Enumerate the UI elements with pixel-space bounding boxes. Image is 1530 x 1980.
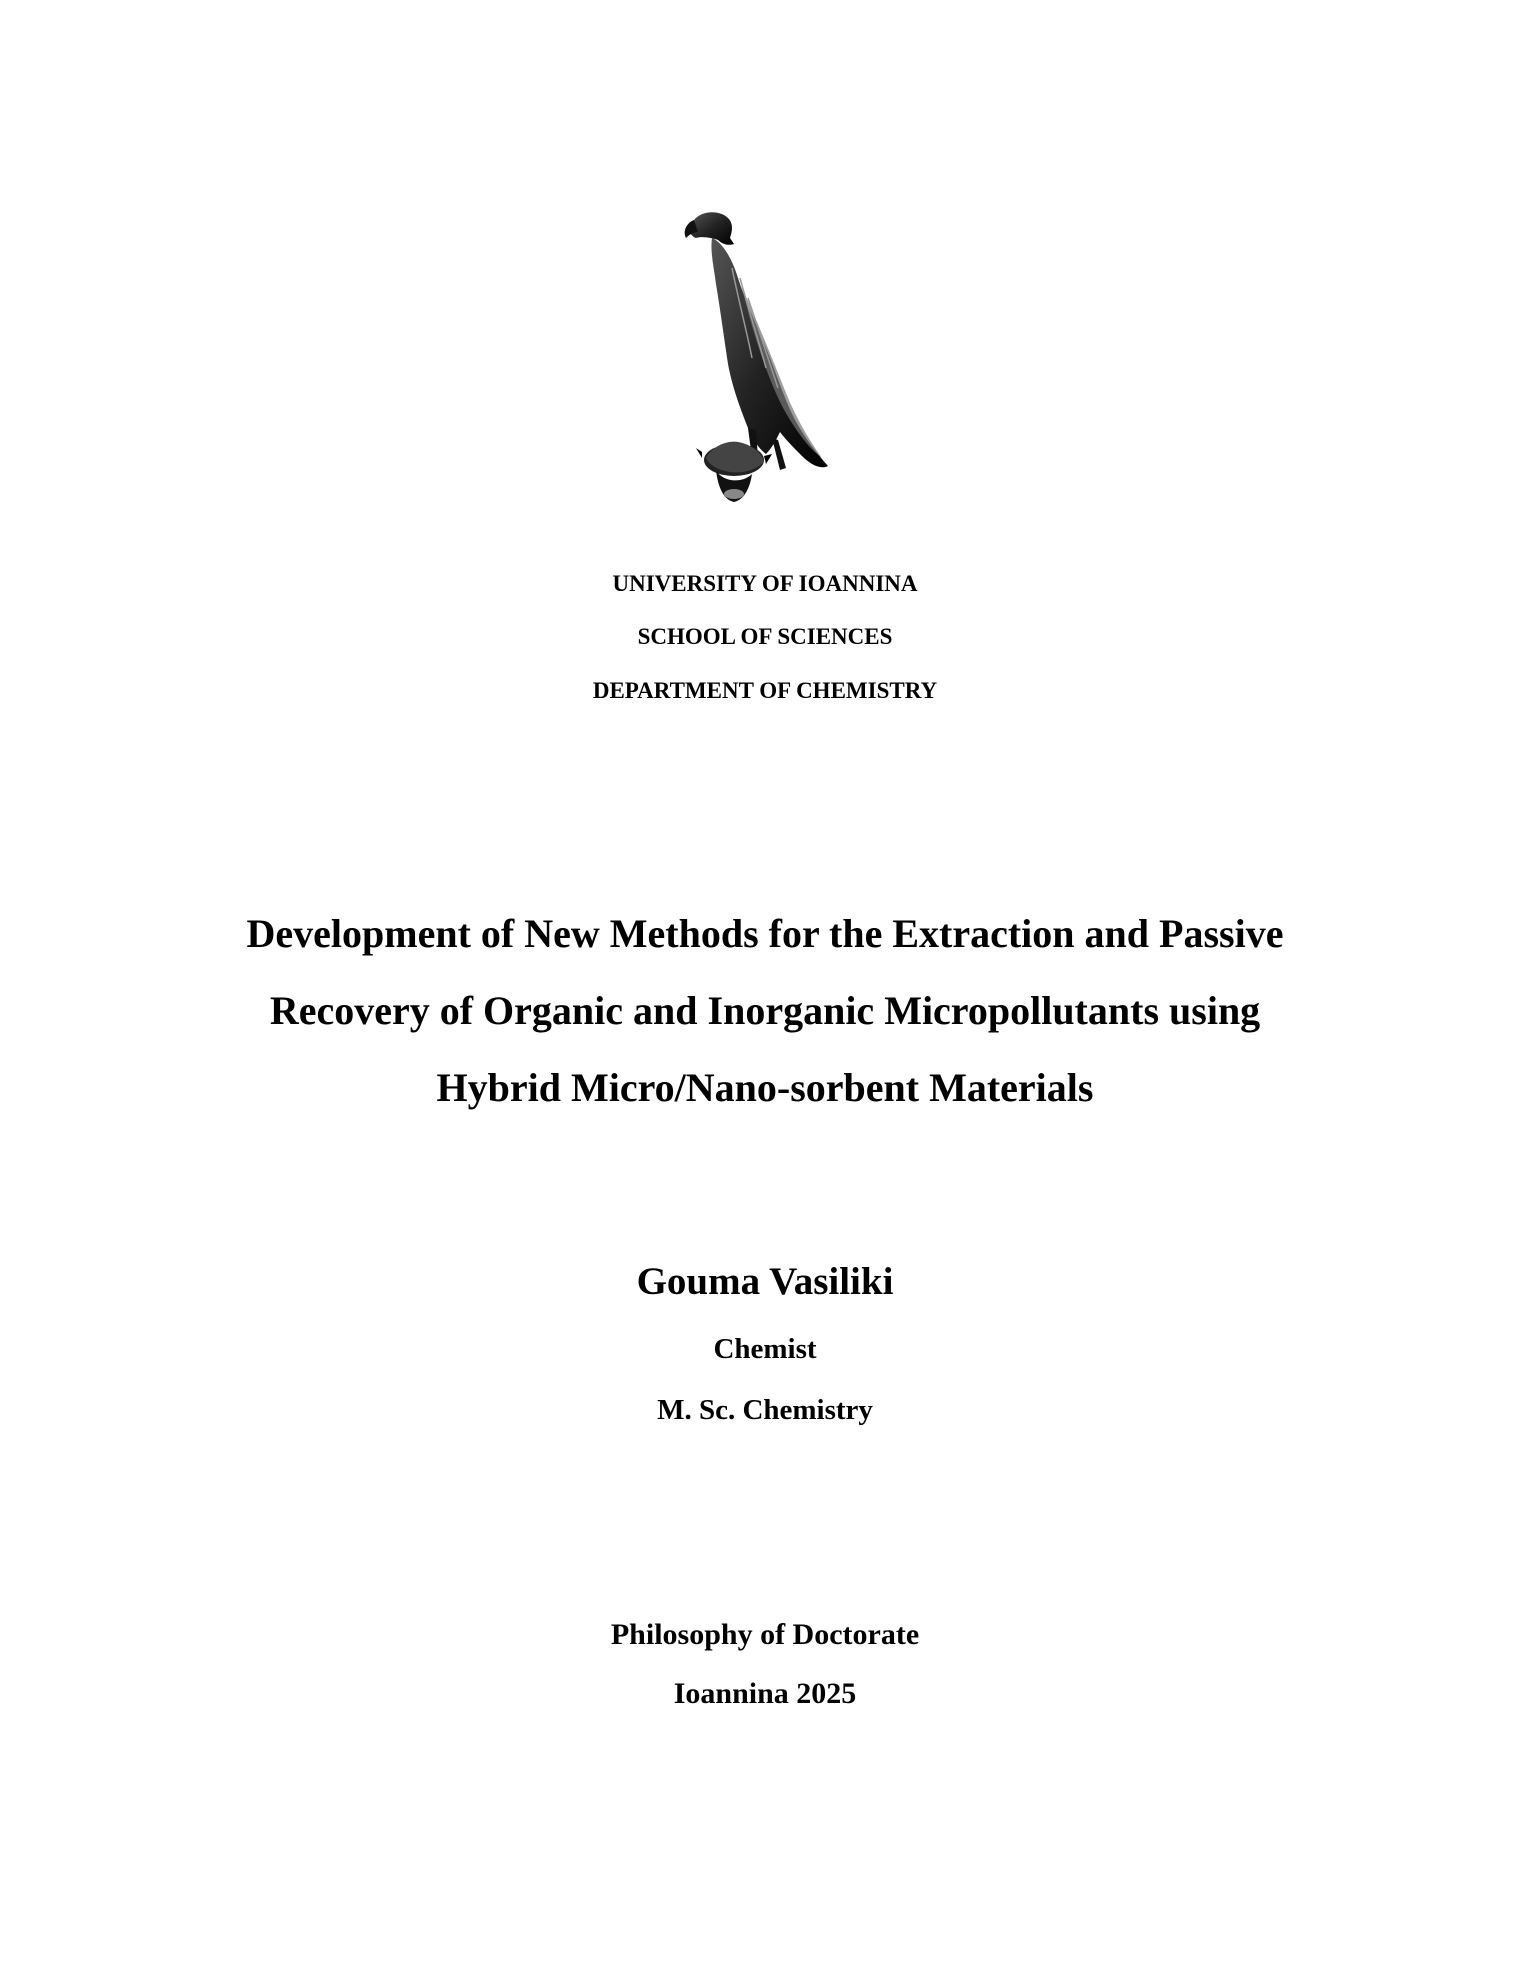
place-year: Ioannina 2025 <box>673 1677 857 1710</box>
department-name: DEPARTMENT OF CHEMISTRY <box>592 678 938 703</box>
degree-type: Philosophy of Doctorate <box>610 1618 920 1651</box>
thesis-title-line: Recovery of Organic and Inorganic Micropollutants using <box>269 988 1261 1033</box>
thesis-title <box>0 895 1530 1126</box>
author-name: Gouma Vasiliki <box>636 1260 894 1303</box>
thesis-title-line: Development of New Methods for the Extraction and Passive <box>246 911 1284 956</box>
author-profession: Chemist <box>713 1333 817 1365</box>
school-name: SCHOOL OF SCIENCES <box>637 624 893 649</box>
eagle-emblem-icon <box>672 208 852 508</box>
author-qualification: M. Sc. Chemistry <box>657 1394 873 1426</box>
thesis-title-line: Hybrid Micro/Nano-sorbent Materials <box>436 1065 1094 1110</box>
university-name: UNIVERSITY OF IOANNINA <box>612 571 918 596</box>
